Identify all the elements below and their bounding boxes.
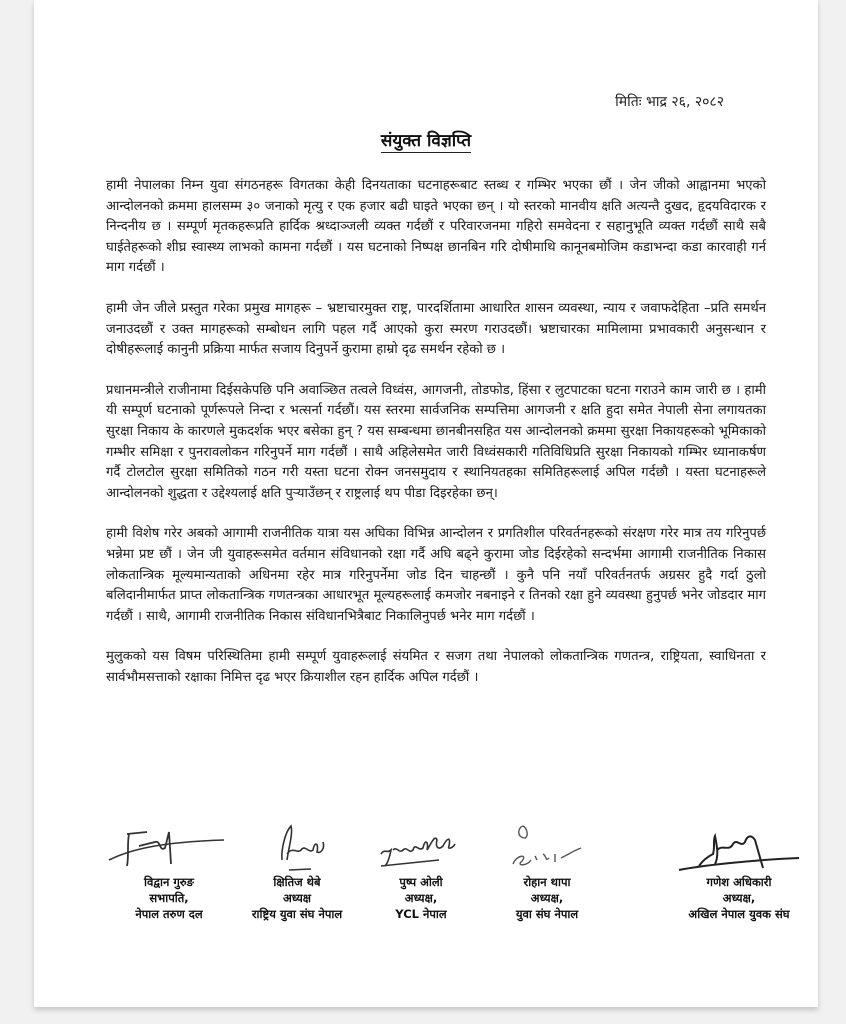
document-page: [34, 0, 818, 1007]
signatory-position: अध्यक्ष: [282, 891, 312, 905]
paragraph-3: प्रधानमन्त्रीले राजीनामा दिईसकेपछि पनि अवाञ्छित तत्वले विध्वंस, आगजनी, तोडफोड, हिंसा र लुटपाटका घटना गराउने काम जारी छ । हामी यी सम्पूर्ण घटनाको पूर्णरूपले निन्दा र भत्सर्ना गर्दछौं। यस स्तरमा सार्वजनिक सम्पत्तिमा आगजनी र क्षति हुदा समेत नेपाली सेना लगायतका सुरक्षा निकाय के कारणले मुकदर्शक भएर बसेका हुन् ? यस सम्बन्धमा छानबीनसहित यस आन्दोलनको क्रममा सुरक्षा निकायहरूको भूमिकाको गम्भीर समिक्षा र पुनरावलोकन गरिनुपर्ने माग गर्दछौं । साथै अहिलेसमेत जारी विध्वंसकारी गतिविधिप्रति सुरक्षा निकायको गम्भिर ध्यानाकर्षण गर्दै टोलटोल सुरक्षा समितिको गठन गरी यस्ता घटना रोक्न जनसमुदाय र स्थानियतहका समितिहरूलाई अपिल गर्दछौ । यस्ता घटनाहरूले आन्दोलनको शुद्धता र उद्देश्यलाई क्षति पुऱ्याउँछन् र राष्ट्रलाई थप पीडा दिइरहेका छन्।: [106, 382, 766, 501]
paragraph-2: हामी जेन जीले प्रस्तुत गरेका प्रमुख मागहरू – भ्रष्टाचारमुक्त राष्ट्र, पारदर्शितामा आधारित शासन व्यवस्था, न्याय र जवाफदेहिता –प्रति समर्थन जनाउदछौं र उक्त मागहरूको सम्बोधन लागि पहल गर्दै आएको कुरा स्मरण गराउदछौं। भ्रष्टाचारका मामिलामा प्रभावकारी अनुसन्धान र दोषीहरूलाई कानुनी प्रक्रिया मार्फत सजाय दिनुपर्ने कुरामा हाम्रो दृढ समर्थन रहेको छ ।: [106, 300, 766, 358]
signatory-organization: नेपाल तरुण दल: [135, 907, 203, 921]
signatory-organization: अखिल नेपाल युवक संघ: [688, 907, 790, 921]
signatory-4: [472, 820, 622, 922]
signatory-position: अध्यक्ष,: [722, 891, 756, 905]
signature-icon: [477, 820, 617, 874]
title-text: संयुक्त विज्ञप्ति: [380, 131, 472, 151]
signatory-name: रोहान थापा: [523, 875, 571, 889]
signatory-name: क्षितिज थेबे: [273, 875, 321, 889]
signatory-name: गणेश अधिकारी: [706, 875, 772, 889]
signatory-position: अध्यक्ष,: [530, 891, 564, 905]
signature-icon: [659, 820, 819, 874]
signatory-position: अध्यक्ष,: [404, 891, 438, 905]
signatory-name: पुष्प ओली: [399, 875, 443, 889]
paragraph-1: हामी नेपालका निम्न युवा संगठनहरू विगतका केही दिनयताका घटनाहरूबाट स्तब्ध र गम्भिर भएका छौं । जेन जीको आह्वानमा भएको आन्दोलनको क्रममा हालसम्म ३० जनाको मृत्यु र एक हजार बढी घाइते भएका छन् । यो स्तरको मानवीय क्षति अत्यन्तै दुखद, हृदयविदारक र निन्दनीय छ । सम्पूर्ण मृतकहरूप्रति हार्दिक श्रध्दाञ्जली व्यक्त गर्दछौं र परिवारजनमा गहिरो समवेदना र सहानुभूति व्यक्त गर्दछौं साथै सबै घाईतेहरूको शीघ्र स्वास्थ्य लाभको कामना गर्दछौं । यस घटनाको निष्पक्ष छानबिन गरि दोषीमाथि कानूनबमोजिम कडाभन्दा कडा कारवाही गर्न माग गर्दछौं ।: [106, 178, 766, 276]
document-body: [106, 176, 766, 708]
paragraph-5: मुलुकको यस विषम परिस्थितिमा हामी सम्पूर्ण युवाहरूलाई संयमित र सजग तथा नेपालको लोकतान्त्रिक गणतन्त्र, राष्ट्रियता, स्वाधिनता र सार्वभौमसत्ताको रक्षाका निमित्त दृढ भएर क्रियाशील रहन हार्दिक अपिल गर्दछौं ।: [106, 649, 766, 685]
signatory-name: विद्वान गुरुङ: [143, 875, 195, 889]
paragraph-4: हामी विशेष गरेर अबको आगामी राजनीतिक यात्रा यस अघिका विभिन्न आन्दोलन र प्रगतिशील परिवर्तनहरूको संरक्षण गरेर मात्र तय गरिनुपर्छ भन्नेमा प्रष्ट छौं । जेन जी युवाहरूसमेत वर्तमान संविधानको रक्षा गर्दै अघि बढ्ने कुरामा जोड दिईरहेको सन्दर्भमा आगामी राजनीतिक निकास लोकतान्त्रिक मूल्यमान्यताको अधिनमा रहेर मात्र गरिनुपर्नेमा जोड दिन चाहन्छौं । कुनै पनि नयाँ परिवर्तनतर्फ अग्रसर हुदै गर्दा ठुलो बलिदानीमार्फत प्राप्त लोकतान्त्रिक गणतन्त्रका आधारभूत मूल्यहरूलाई कमजोर नबनाइने र तिनको रक्षा हुने व्यवस्था हुनुपर्छ भनेर जोडदार माग गर्दछौं । साथै, आगामी राजनीतिक निकास संविधानभित्रैबाट निकालिनुपर्छ भनेर माग गर्दछौं ।: [106, 526, 767, 624]
signature-icon: [99, 820, 239, 874]
signatory-organization: युवा संघ नेपाल: [515, 907, 579, 921]
signatory-5: [654, 820, 824, 922]
signatures-block: [94, 820, 788, 940]
signatory-organization: राष्ट्रिय युवा संघ नेपाल: [251, 907, 343, 921]
signatory-organization: YCL नेपाल: [395, 907, 447, 921]
signatory-position: सभापति,: [149, 891, 189, 905]
document-title: [34, 128, 818, 151]
signature-icon: [351, 820, 491, 874]
document-date: मितिः भाद्र २६, २०८२: [615, 94, 724, 110]
